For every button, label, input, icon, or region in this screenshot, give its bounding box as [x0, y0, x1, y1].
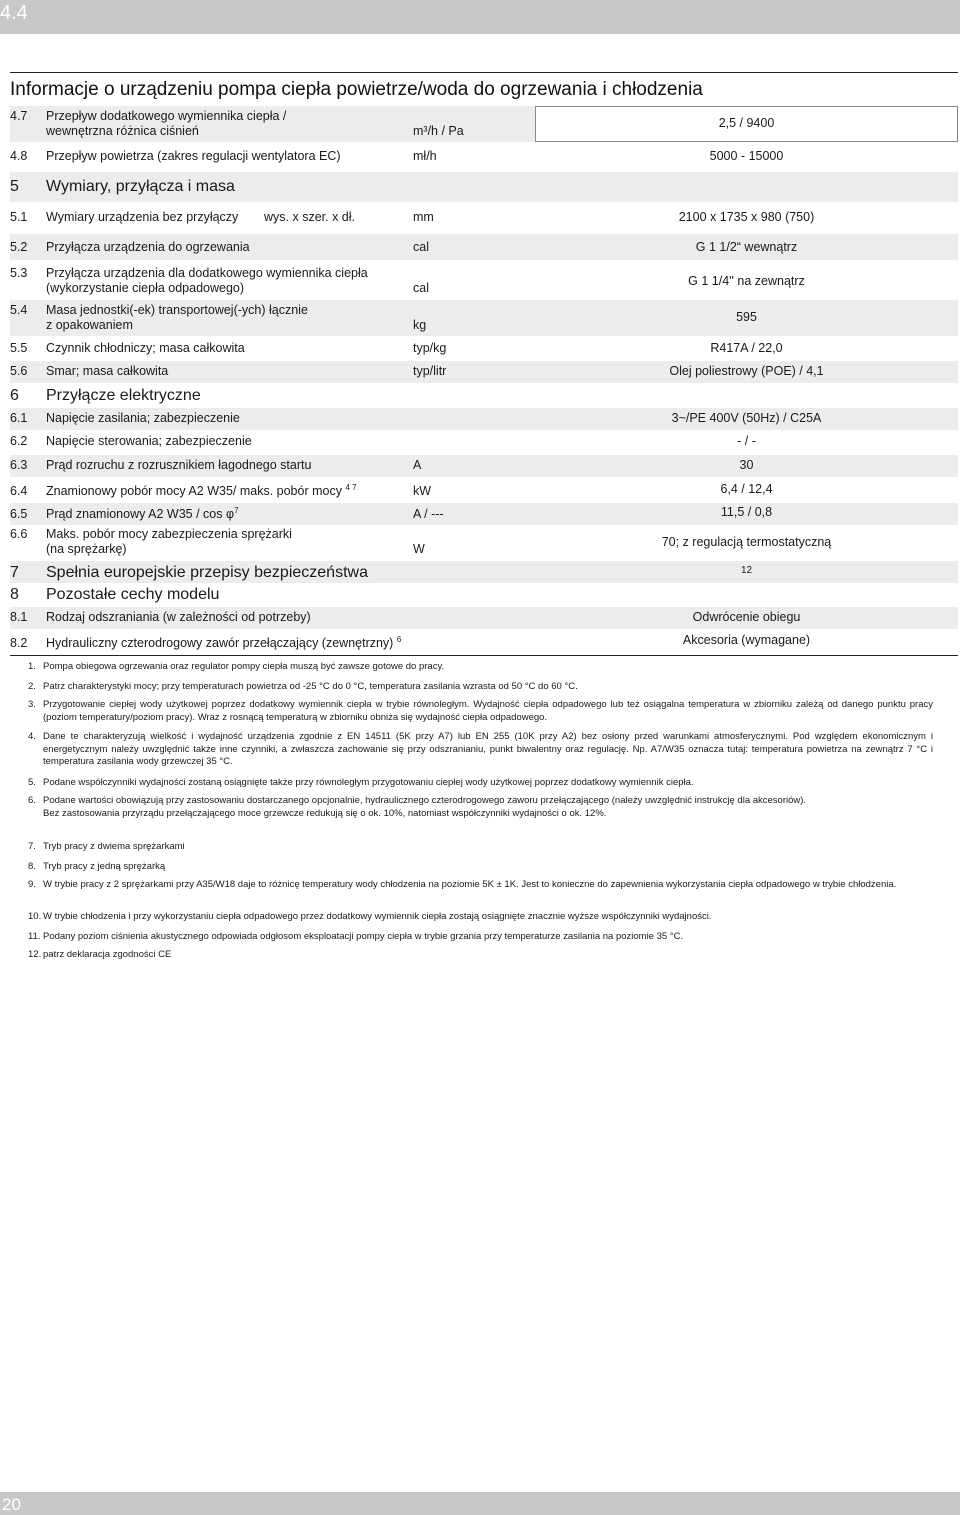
row-label-text: Hydrauliczny czterodrogowy zawór przełączający (zewnętrzny)	[46, 636, 394, 650]
row-number: 6.4	[10, 484, 28, 498]
footnote-text-block	[43, 795, 933, 820]
footnote-number: 10.	[28, 911, 42, 922]
row-unit: mł/h	[413, 149, 437, 163]
row-value: - / -	[737, 434, 756, 448]
row-6-1	[10, 408, 958, 430]
section-number: 8	[10, 586, 19, 603]
row-label: Czynnik chłodniczy; masa całkowita	[46, 341, 245, 355]
footnote-text: patrz deklaracja zgodności CE	[43, 949, 172, 960]
row-unit: cal	[413, 281, 429, 295]
row-label-line1: Masa jednostki(-ek) transportowej(-ych) łącznie	[46, 303, 308, 317]
footnote-number: 5.	[28, 777, 36, 788]
section-number: 4.4	[0, 2, 28, 24]
footnote-text: Tryb pracy z dwiema sprężarkami	[43, 841, 185, 852]
row-number: 8.1	[10, 610, 28, 624]
row-unit: m³/h / Pa	[413, 124, 464, 138]
top-section-bar	[0, 0, 960, 34]
row-value: R417A / 22,0	[710, 341, 783, 355]
footnote-text: Przygotowanie ciepłej wody użytkowej poprzez dodatkowy wymiennik ciepła w trybie równoległym. Wydajność ciepła odpadowego lub też osiągalna temperatura w zbiorniku zależą od danego punktu pracy (poziom temperatury/poziom pracy). Wraz z rosnącą temperaturą w zbiorniku obniża się wydajność ciepła odpadowego.	[43, 699, 933, 723]
row-label: Przepływ powietrza (zakres regulacji wentylatora EC)	[46, 149, 341, 163]
row-5-1	[10, 204, 958, 230]
row-value: Akcesoria (wymagane)	[682, 633, 811, 647]
row-5-6	[10, 361, 958, 383]
footnote-text: W trybie chłodzenia i przy wykorzystaniu ciepła odpadowego przez dodatkowy wymiennik ciepła zostają osiągnięte znacznie wyższe współczynniki wydajności.	[43, 911, 712, 922]
footnote-number: 2.	[28, 681, 36, 692]
row-number: 4.8	[10, 149, 28, 163]
row-unit: A	[413, 458, 422, 472]
footnote-text: Podane wartości obowiązują przy zastosowaniu dostarczanego opcjonalnie, hydraulicznego czterodrogowego zaworu przełączającego (należy uwzględnić instrukcję dla akcesoriów).	[43, 795, 807, 806]
row-label	[46, 636, 401, 651]
row-unit: W	[413, 542, 425, 556]
row-unit: kg	[413, 318, 427, 332]
row-label-line2: (wykorzystanie ciepła odpadowego)	[46, 281, 245, 295]
row-number: 5.6	[10, 364, 28, 378]
row-value: 11,5 / 0,8	[720, 505, 773, 519]
row-number: 6.6	[10, 527, 28, 541]
row-5-5	[10, 338, 958, 360]
row-number: 5.1	[10, 210, 28, 224]
row-8-1	[10, 607, 958, 629]
row-value: G 1 1/4'' na zewnątrz	[688, 274, 805, 288]
row-5-4	[10, 300, 958, 336]
row-number: 6.2	[10, 434, 28, 448]
footnote-number: 6.	[28, 795, 36, 806]
row-value: 6,4 / 12,4	[720, 482, 773, 496]
footnote-text: Podany poziom ciśnienia akustycznego odpowiada odgłosom eksploatacji pompy ciepła w trybie grzania przy temperaturze zasilania na poziomie 35 °C.	[43, 931, 684, 942]
row-5-2	[10, 234, 958, 260]
value-cell	[535, 172, 958, 202]
footnote-text: Dane te charakteryzują wielkość i wydajność urządzenia zgodnie z EN 14511 (5K przy A7) lub EN 255 (10K przy A2) bez osłony przed warunkami atmosferycznymi. Pod względem ekonomicznym i energetycznym należy uwzględnić także inne czynniki, a zwłaszcza zachowanie się przy odszranianiu, punkt biwalentny oraz regulację. Np. A7/W35 oznacza tutaj: temperatura powietrza na zewnątrz 7 °C i temperatura zasilania wody grzewczej 35 °C.	[43, 731, 933, 767]
section-title: Wymiary, przyłącza i masa	[46, 178, 235, 195]
row-value: 5000 - 15000	[709, 149, 784, 163]
page-footer-bar	[0, 1492, 960, 1515]
footnote-text: Tryb pracy z jedną sprężarką	[43, 861, 166, 872]
row-label-line2: (na sprężarkę)	[46, 542, 127, 556]
row-6-5	[10, 503, 958, 525]
row-4-7	[10, 106, 958, 142]
row-label-line1: Przyłącza urządzenia dla dodatkowego wymiennika ciepła	[46, 266, 368, 280]
row-value: 3~/PE 400V (50Hz) / C25A	[671, 411, 822, 425]
section-7-row	[10, 561, 958, 583]
row-label	[46, 484, 357, 499]
row-value: Olej poliestrowy (POE) / 4,1	[669, 364, 824, 378]
row-label: Przyłącza urządzenia do ogrzewania	[46, 240, 250, 254]
section-number: 5	[10, 178, 19, 195]
footnote-number: 1.	[28, 661, 36, 672]
row-value: G 1 1/2“ wewnątrz	[695, 240, 798, 254]
footnote-number: 12.	[28, 949, 42, 960]
row-label-line1: Maks. pobór mocy zabezpieczenia sprężarki	[46, 527, 292, 541]
row-value: 2,5 / 9400	[718, 116, 775, 130]
row-unit: kW	[413, 484, 432, 498]
footnote-text: Patrz charakterystyki mocy; przy temperaturach powietrza od -25 °C do 0 °C, temperatura zasilania wzrasta od 50 °C do 60 °C.	[43, 681, 578, 692]
row-number: 8.2	[10, 636, 28, 650]
footnote-number: 3.	[28, 699, 36, 710]
section-title: Przyłącze elektryczne	[46, 387, 201, 404]
row-value: 70; z regulacją termostatyczną	[661, 535, 832, 549]
row-value: Odwrócenie obiegu	[692, 610, 801, 624]
footnote-number: 11.	[28, 931, 41, 942]
row-dimension-note: wys. x szer. x dł.	[264, 210, 355, 224]
row-label: Rodzaj odszraniania (w zależności od potrzeby)	[46, 610, 311, 624]
footnote-text: Pompa obiegowa ogrzewania oraz regulator pompy ciepła muszą być zawsze gotowe do pracy.	[43, 661, 445, 672]
row-number: 5.4	[10, 303, 28, 317]
row-label: Smar; masa całkowita	[46, 364, 169, 378]
row-label-text: Prąd znamionowy A2 W35 / cos φ	[46, 507, 235, 521]
row-value: 30	[739, 458, 754, 472]
footnote-number: 4.	[28, 731, 36, 742]
row-number: 5.2	[10, 240, 28, 254]
row-label-footnote: 6	[396, 634, 402, 644]
section-title: Pozostałe cechy modelu	[46, 586, 220, 603]
row-label-line2: z opakowaniem	[46, 318, 133, 332]
row-label-line2: wewnętrzna różnica ciśnień	[46, 124, 199, 138]
footnote-text: W trybie pracy z 2 sprężarkami przy A35/W18 daje to różnicę temperatury wody chłodzenia na poziomie 5K ± 1K. Jest to konieczne do zapewnienia wykorzystania ciepła odpadowego w trybie chłodzenia.	[43, 879, 897, 890]
section-8-header	[10, 584, 958, 606]
row-label-line1: Przepływ dodatkowego wymiennika ciepła /	[46, 109, 287, 123]
value-cell	[535, 384, 958, 408]
value-cell	[535, 584, 958, 606]
row-6-2	[10, 431, 958, 453]
row-unit: typ/litr	[413, 364, 447, 378]
row-label-text: Znamionowy pobór mocy A2 W35/ maks. pobór mocy	[46, 484, 342, 498]
row-label: Napięcie zasilania; zabezpieczenie	[46, 411, 240, 425]
section-number: 6	[10, 387, 19, 404]
row-number: 4.7	[10, 109, 28, 123]
footnote-number: 8.	[28, 861, 36, 872]
row-number: 6.1	[10, 411, 28, 425]
row-8-2	[10, 630, 958, 654]
row-unit: typ/kg	[413, 341, 447, 355]
section-title: Spełnia europejskie przepisy bezpieczeństwa	[46, 564, 368, 581]
table-title: Informacje o urządzeniu pompa ciepła powietrze/woda do ogrzewania i chłodzenia	[10, 79, 703, 100]
row-6-6	[10, 526, 958, 560]
row-5-3	[10, 263, 958, 299]
row-number: 5.3	[10, 266, 28, 280]
section-6-header	[10, 384, 958, 408]
row-label: Napięcie sterowania; zabezpieczenie	[46, 434, 252, 448]
row-4-8	[10, 143, 958, 169]
row-number: 6.3	[10, 458, 28, 472]
row-label-footnote: 4 7	[345, 482, 357, 492]
section-5-header	[10, 172, 958, 202]
footnote-text: Podane współczynniki wydajności zostaną osiągnięte także przy równoległym przygotowaniu ciepłej wody użytkowej poprzez dodatkowy wymiennik ciepła.	[43, 777, 694, 788]
row-unit: mm	[413, 210, 434, 224]
page-number: 20	[2, 1495, 21, 1514]
footnote-number: 9.	[28, 879, 36, 890]
section-number: 7	[10, 564, 19, 581]
row-unit: A / ---	[413, 507, 444, 521]
row-label: Prąd rozruchu z rozrusznikiem łagodnego startu	[46, 458, 312, 472]
row-unit: cal	[413, 240, 429, 254]
row-value: 2100 x 1735 x 980 (750)	[678, 210, 815, 224]
footnote-number: 7.	[28, 841, 36, 852]
table-title-row	[10, 72, 958, 108]
row-number: 5.5	[10, 341, 28, 355]
row-value: 12	[740, 565, 753, 576]
row-number: 6.5	[10, 507, 28, 521]
row-label-footnote: 7	[234, 505, 239, 515]
row-6-4	[10, 478, 958, 502]
footnote-text-continued: Bez zastosowania przyrządu przełączającego moce grzewcze redukują się o ok. 10%, natomiast współczynniki wydajności o ok. 12%.	[43, 807, 607, 819]
row-6-3	[10, 455, 958, 477]
table-bottom-line	[10, 655, 958, 656]
row-value: 595	[736, 310, 757, 324]
row-label: Wymiary urządzenia bez przyłączy	[46, 210, 239, 224]
row-label	[46, 507, 239, 522]
